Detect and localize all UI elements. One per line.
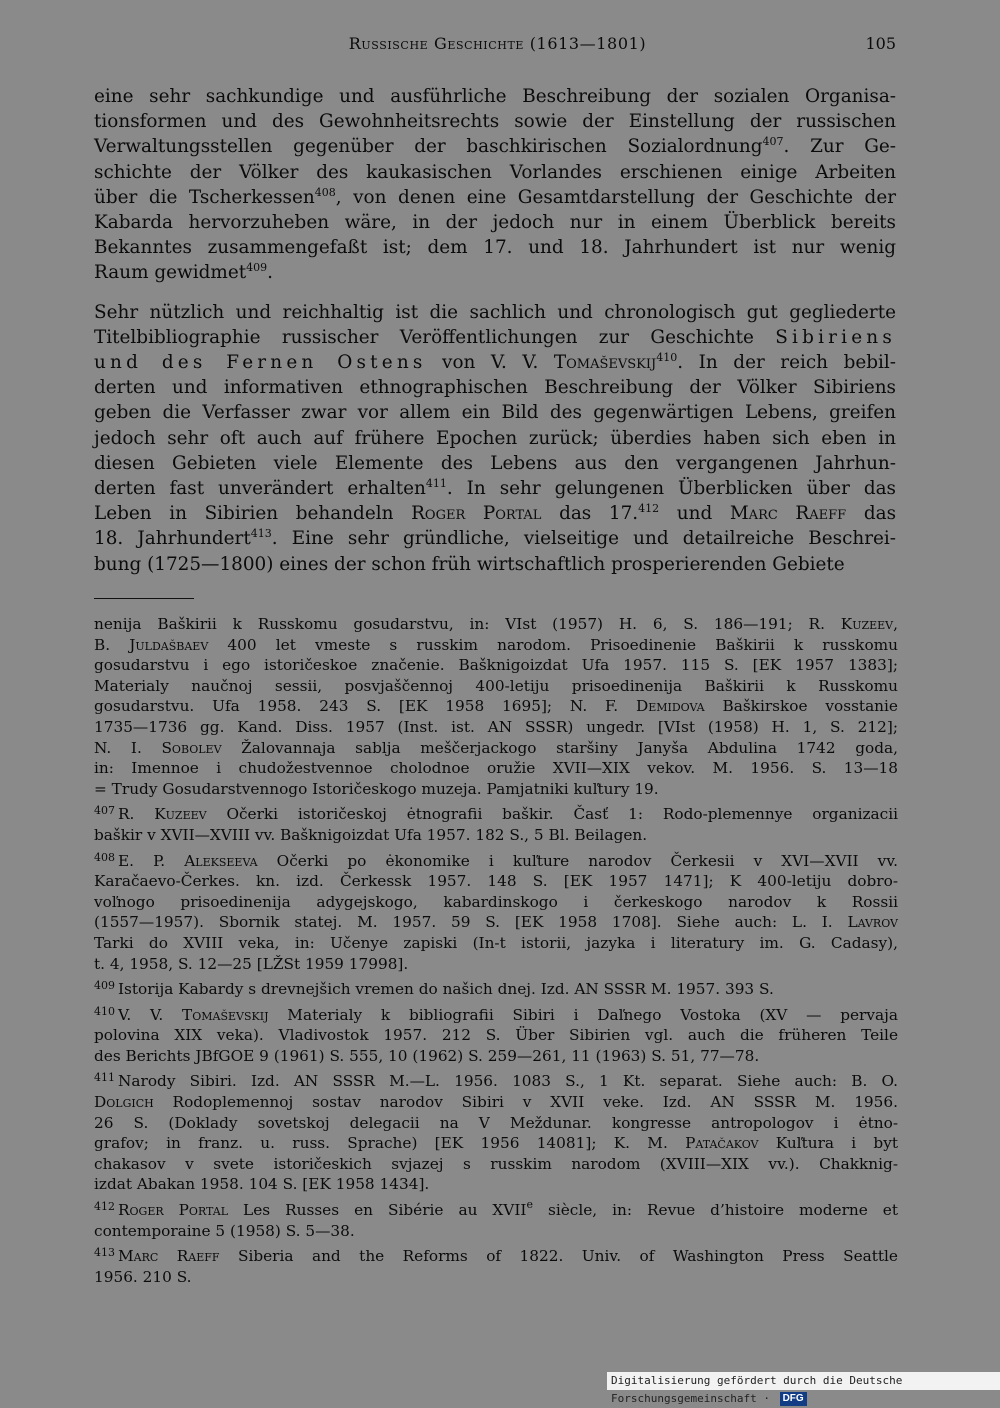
author-name: Marc Raeff [729,503,847,525]
text-segment: 1956. 210 S. [94,1267,192,1286]
text-segment: Raum gewidmet [94,262,247,284]
spaced-emphasis: und des Fernen Ostens [94,352,427,374]
text-line [94,933,898,954]
footnote-reference: 407 [762,135,784,149]
text-segment: polovina XIX veka). Vladivostok 1957. 212 S. Über Sibirien vgl. auch die früheren Teile [94,1026,898,1045]
footnotes [94,614,898,1292]
author-name: Tomaševskij [553,352,657,374]
text-segment: jedoch sehr oft auch auf frühere Epochen zurück; überdies haben sich eben in [94,427,896,449]
text-line [94,552,896,577]
text-segment: 18. Jahrhundert [94,528,251,550]
text-segment: B. [94,635,130,654]
text-segment: gosudarstvu. Ufa 1958. 243 S. [EK 1958 1695]; N. F. [94,697,636,716]
text-segment: Materialy k bibliografii Sibiri i Daľnego Vostoka (XV — pervaja [268,1005,898,1024]
text-segment: Baškirskoe vosstanie [704,697,898,716]
text-segment: Očerki po ėkonomike i kuľture narodov Čerkesii v XVI—XVII vv. [257,851,899,870]
footnote [94,851,898,975]
text-line [94,614,898,635]
text-line [94,635,898,656]
text-line [94,779,898,800]
footnote-number: 408 [94,850,115,864]
text-line [94,851,898,872]
running-title: Russische Geschichte (1613—1801) [348,34,647,53]
paragraph [94,300,896,577]
text-line [94,526,896,551]
page-header [95,34,900,58]
text-segment: 26 S. (Doklady sovetskoj delegacii na V Meždunar. kongresse antropologov i ėtno- [94,1113,898,1132]
footnote-number: 413 [94,1246,115,1260]
text-line [94,1221,898,1242]
author-name: Patačakov [685,1134,759,1153]
paragraph [94,84,896,286]
text-segment: izdat Abakan 1958. 104 S. [EK 1958 1434]. [94,1175,430,1194]
text-segment: grafov; in franz. u. russ. Sprache) [EK 1956 14081]; K. M. [94,1134,686,1153]
text-line [94,134,896,159]
text-line [94,426,896,451]
footnote-reference: e [526,1198,533,1212]
text-line [94,400,896,425]
footnote-reference: 410 [656,351,678,365]
text-segment: V. V. [118,1005,183,1024]
author-name: Sobolev [161,738,222,757]
text-line [94,738,898,759]
text-line [94,1174,898,1195]
text-segment: . [267,262,273,284]
text-segment: des Berichts JBfGOE 9 (1961) S. 555, 10 (1962) S. 259—261, 11 (1963) S. 51, 77—78. [94,1046,760,1065]
text-segment: Materialy naučnoj sessii, posvjaščennoj 400-letiju prisoedinenija Baškirii k Russkomu [94,676,898,695]
text-line [94,655,898,676]
digitization-footer [607,1372,1000,1405]
text-segment: Verwaltungsstellen gegenüber der baschkirischen Sozialordnung [94,136,763,158]
footnote-number: 407 [94,804,115,818]
text-segment: das 17. [541,503,639,525]
text-segment: (1557—1957). Sbornik statej. M. 1957. 59 S. [EK 1958 1708]. Siehe auch: L. I. [94,913,848,932]
text-segment: geben die Verfasser zwar vor allem ein Bild des gegenwärtigen Lebens, greifen [94,402,896,424]
text-segment: derten und informativen ethnographischen Beschreibung der Völker Sibiriens [94,377,896,399]
dfg-logo: DFG [780,1392,807,1406]
text-segment: baškir v XVII—XVIII vv. Bašknigoizdat Ufa 1957. 182 S., 5 Bl. Beilagen. [94,825,648,844]
footnote-reference: 409 [246,261,268,275]
text-segment: Rodoplemennoj sostav narodov Sibiri v XVII veke. Izd. AN SSSR M. 1956. [153,1093,898,1112]
page-number: 105 [865,34,896,53]
text-line [94,210,896,235]
footnote-number: 410 [94,1004,115,1018]
text-segment: nenija Baškirii k Russkomu gosudarstvu, in: VIst (1957) H. 6, S. 186—191; R. [94,615,841,633]
text-segment: von V. V. [426,352,554,374]
text-segment: Bekanntes zusammengefaßt ist; dem 17. und 18. Jahrhundert ist nur wenig [94,237,896,259]
text-segment: Leben in Sibirien behandeln [94,503,412,525]
text-line [94,954,898,975]
text-segment: contemporaine 5 (1958) S. 5—38. [94,1221,355,1240]
main-text [94,84,896,577]
footnote-separator [94,598,194,599]
footnote-number: 412 [94,1200,115,1214]
text-segment: siècle, in: Revue d’histoire moderne et [532,1201,898,1220]
text-segment: t. 4, 1958, S. 12—25 [LŽSt 1959 17998]. [94,954,409,973]
text-segment: = Trudy Gosudarstvennogo Istoričeskogo muzeja. Pamjatniki kuľtury 19. [94,779,659,798]
text-line [94,1133,898,1154]
text-line [94,109,896,134]
text-segment: Narody Sibiri. Izd. AN SSSR M.—L. 1956. 1083 S., 1 Kt. separat. Siehe auch: B. O. [118,1072,898,1091]
spaced-emphasis: Sibiriens [775,326,896,348]
text-segment: Tarki do XVIII veka, in: Učenye zapiski (In-t istorii, jazyka i literatury im. G. Cadasy), [94,933,898,952]
text-segment: derten fast unverändert erhalten [94,478,426,500]
footnote-reference: 411 [425,477,447,491]
text-segment: Titelbibliographie russischer Veröffentlichungen zur Geschichte [94,326,776,348]
text-segment: 400 let vmeste s russkim narodom. Prisoedinenie Baškirii k russkomu [208,635,899,654]
text-segment: Žalovannaja sablja meščerjackogo staršiny Janyša Abdulina 1742 goda, [221,738,899,757]
text-line [94,325,896,350]
text-line [94,1200,898,1221]
text-segment: N. I. [94,738,162,757]
text-segment: Sehr nützlich und reichhaltig ist die sachlich und chronologisch gut gegliederte [94,301,896,323]
text-segment: chakasov v svete istoričeskich svjazej s russkim narodom (XVIII—XIX vv.). Chakknig- [94,1154,898,1173]
text-line [94,804,898,825]
text-segment: Kabarda hervorzuheben wäre, in der jedoch nur in einem Überblick bereits [94,212,896,234]
text-segment: R. [118,805,155,824]
text-line [94,1154,898,1175]
text-line [94,84,896,109]
text-line [94,375,896,400]
text-line [94,1025,898,1046]
text-segment: 1735—1736 gg. Kand. Diss. 1957 (Inst. ist. AN SSSR) ungedr. [VIst (1958) H. 1, S. 212]; [94,717,898,736]
text-line [94,758,898,779]
text-line [94,717,898,738]
footnote-reference: 412 [638,502,660,516]
text-line [94,871,898,892]
text-segment: über die Tscherkessen [94,186,315,208]
footnote [94,1071,898,1195]
text-segment: und [659,503,730,525]
text-segment: Karačaevo-Čerkes. kn. izd. Čerkessk 1957. 148 S. [EK 1957 1471]; K 400-letiju dobro- [94,872,898,891]
footnote [94,1246,898,1287]
text-line [94,1071,898,1092]
author-name: Dolgich [94,1093,154,1112]
text-line [94,676,898,697]
footnote [94,804,898,845]
text-line [94,892,898,913]
text-line [94,912,898,933]
author-name: Roger Portal [118,1201,229,1220]
text-segment: , von denen eine Gesamtdarstellung der Geschichte der [335,186,896,208]
author-name: Lavrov [847,913,898,932]
text-line [94,300,896,325]
author-name: Juldašbaev [129,635,209,654]
footnote-reference: 408 [314,185,336,199]
text-segment: . In sehr gelungenen Überblicken über das [446,478,896,500]
text-segment: Očerki istoričeskoj ėtnografii baškir. Časť 1: Rodo-plemennye organizacii [206,805,898,824]
text-segment: bung (1725—1800) eines der schon früh wirtschaftlich prosperierenden Gebiete [94,553,845,575]
text-line [94,235,896,260]
text-segment: . Zur Ge- [783,136,896,158]
text-segment: eine sehr sachkundige und ausführliche Beschreibung der sozialen Organisa- [94,86,896,107]
text-line [94,185,896,210]
text-line [94,1005,898,1026]
text-line [94,1046,898,1067]
text-line [94,979,898,1000]
text-line [94,476,896,501]
text-segment: das [846,503,897,525]
text-segment: Istorija Kabardy s drevnejšich vremen do našich dnej. Izd. AN SSSR M. 1957. 393 S. [118,980,774,999]
text-line [94,350,896,375]
footnote [94,614,898,799]
footnote [94,1005,898,1067]
text-segment: in: Imennoe i chudožestvennoe cholodnoe oružie XVII—XIX vekov. M. 1956. S. 13—18 [94,759,898,778]
text-line [94,160,896,185]
text-segment: tionsformen und des Gewohnheitsrechts sowie der Einstellung der russischen [94,111,896,133]
text-line [94,1092,898,1113]
text-line [94,1113,898,1134]
author-name: Alekseeva [184,851,258,870]
text-segment: . Eine sehr gründliche, vielseitige und detailreiche Beschrei- [271,528,897,550]
text-line [94,501,896,526]
text-segment: E. P. [118,851,185,870]
footnote [94,979,898,1000]
text-segment: . In der reich bebil- [677,352,896,374]
author-name: Demidova [635,697,705,716]
text-line [94,260,896,285]
text-segment: Kuľtura i byt [758,1134,899,1153]
author-name: Roger Portal [411,503,542,525]
text-line [94,1246,898,1267]
text-segment: voľnogo prisoedinenija adygejskogo, kabardinskogo i čerkeskogo narodov k Rossii [94,892,898,911]
author-name: Kuzeev [154,805,207,824]
text-segment: diesen Gebieten viele Elemente des Lebens aus den vergangenen Jahrhun- [94,452,896,474]
text-segment: Siberia and the Reforms of 1822. Univ. of Washington Press Seattle [219,1247,898,1266]
text-segment: , [893,615,898,633]
footnote-number: 411 [94,1071,115,1085]
author-name: Kuzeev [840,615,894,633]
text-line [94,1267,898,1288]
footnote-reference: 413 [250,527,272,541]
text-segment: Les Russes en Sibérie au XVII [228,1201,527,1220]
author-name: Marc Raeff [118,1247,220,1266]
text-line [94,451,896,476]
funding-note: Digitalisierung gefördert durch die Deutsche Forschungsgemeinschaft · [611,1374,903,1405]
text-segment: gosudarstvu i ego istoričeskoe značenie. Bašknigoizdat Ufa 1957. 115 S. [EK 1957 1383]; [94,656,898,675]
text-segment: schichte der Völker des kaukasischen Vorlandes erschienen einige Arbeiten [94,161,896,183]
footnote [94,1200,898,1241]
footnote-number: 409 [94,979,115,993]
author-name: Tomaševskij [182,1005,269,1024]
text-line [94,696,898,717]
text-line [94,825,898,846]
